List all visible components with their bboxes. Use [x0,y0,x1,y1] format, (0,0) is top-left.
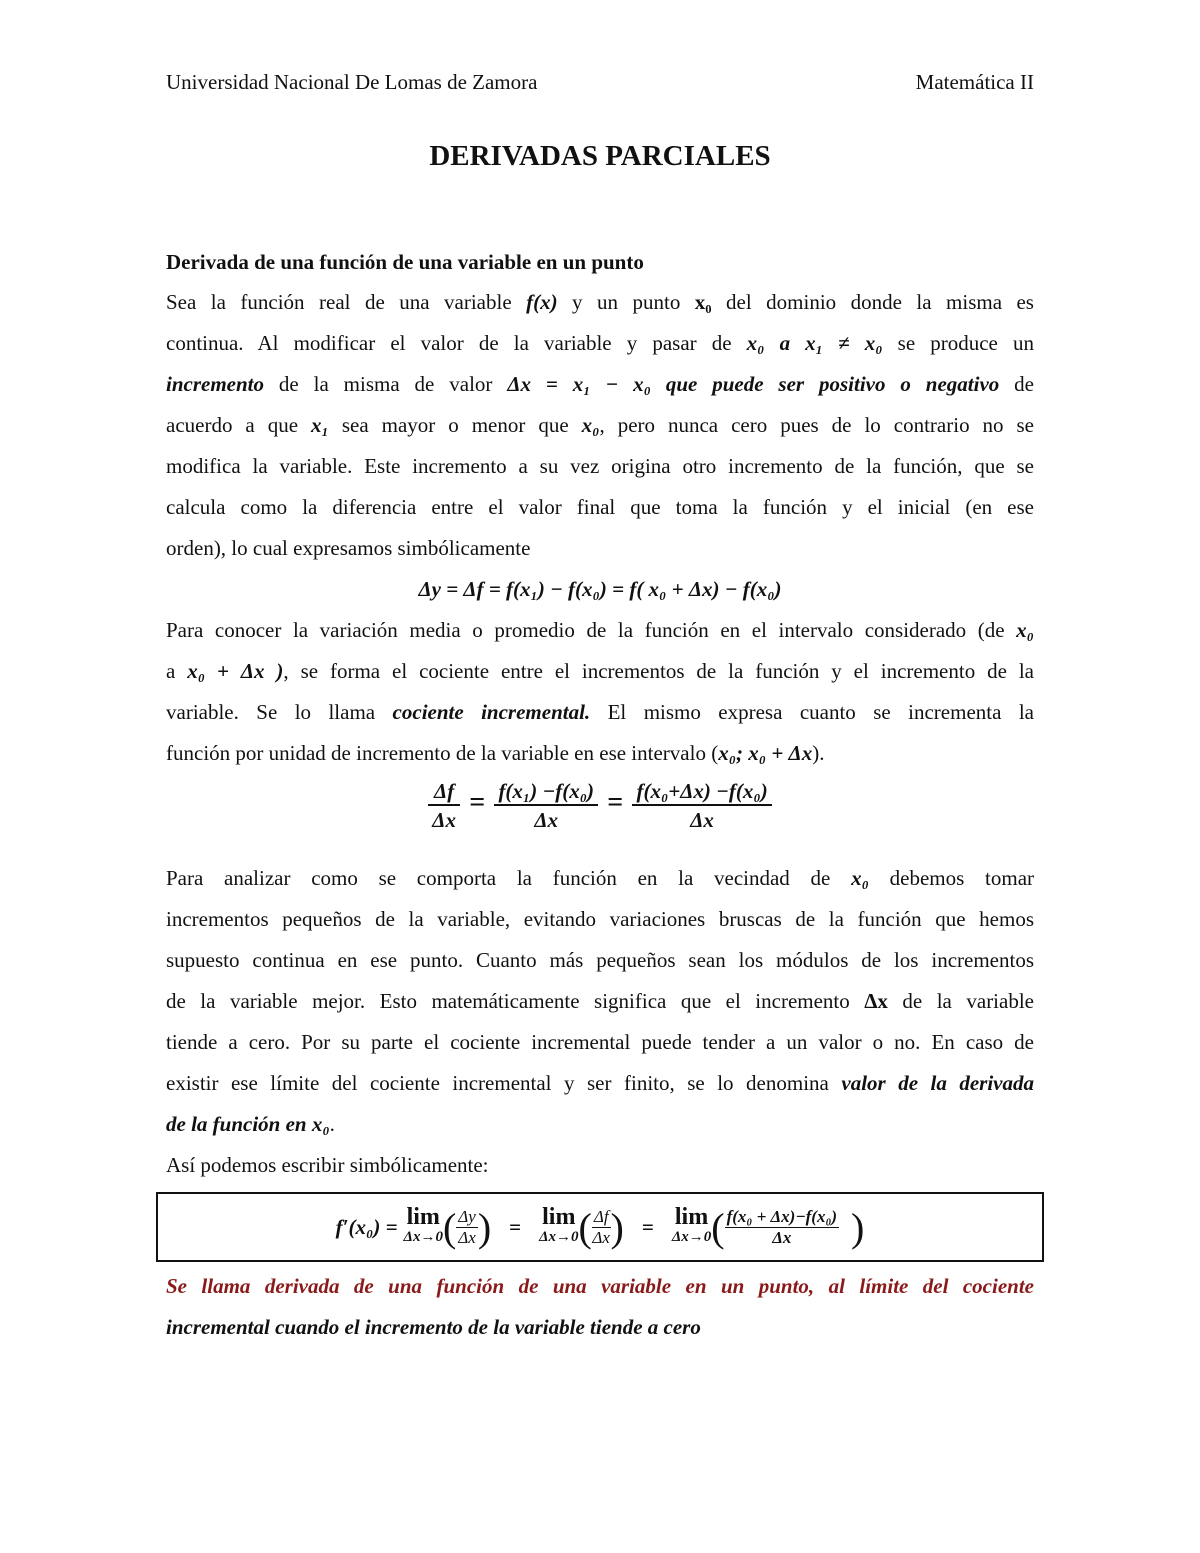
denominator: Δx [690,808,714,832]
emphasis: cociente incremental. [392,700,591,724]
text: función por unidad de incremento de la variable en ese intervalo ( [166,741,719,765]
paren-close: ) [851,1204,865,1250]
document-body [166,282,1034,1348]
derivative-definition-box [156,1192,1044,1262]
math: x₀ + Δx ) [187,659,284,683]
math: f(x) [526,290,558,314]
paren-close: ) [610,1204,624,1250]
math: x₁ [311,413,329,437]
emphasis: incremento [166,372,264,396]
text: y un punto [557,290,695,314]
limit-word: lim [542,1204,576,1230]
text: Para conocer la variación media o promedio de la función en el intervalo considerado (de [166,618,1017,642]
numerator: Δf [428,778,460,806]
limit-subscript: Δx→0 [539,1229,579,1245]
paragraph-line: Así podemos escribir simbólicamente: [166,1153,489,1177]
paren-open: ( [711,1204,725,1250]
text: , se forma el cociente entre el incrementos de la función y el incremento de la [283,659,1034,683]
numerator: Δf [593,1206,609,1226]
equals-sign: = [607,786,624,818]
math: x₀ [1016,618,1034,642]
math: x₀ [851,866,869,890]
text: variable. Se lo llama [166,700,393,724]
fraction [494,778,598,834]
math: Δx = x₁ − x₀ [507,372,651,396]
header-university: Universidad Nacional De Lomas de Zamora [166,70,538,94]
text: de la variable [887,989,1034,1013]
paragraph-line [166,1063,1034,1104]
equals-sign: = [469,786,486,818]
paragraph-line [166,405,1034,446]
denominator: Δx [432,808,456,832]
paragraph-line [166,364,1034,405]
text: de la misma de valor [264,372,508,396]
math: x₀ a x₁ ≠ x₀ [746,331,883,355]
equals-sign: = [641,1214,654,1239]
fraction [632,778,771,834]
denominator: Δx [772,1227,792,1247]
text: . [329,1112,335,1136]
equation-incremental-quotient [166,778,1034,858]
numerator: f(x₀+Δx) −f(x₀) [632,778,771,806]
limit-subscript: Δx→0 [403,1229,443,1245]
limit-operator [539,1204,579,1247]
limit-operator [671,1204,712,1247]
equation-increment: Δy = Δf = f(x₁) − f(x₀) = f( x₀ + Δx) − f(x₀) [418,577,782,601]
paragraph-line: calcula como la diferencia entre el valor final que toma la función y el inicial (en ese [166,495,1034,519]
text: El mismo expresa cuanto se incrementa la [590,700,1035,724]
paragraph-line [166,323,1034,364]
paren-close: ) [477,1204,492,1250]
text: se produce un [882,331,1034,355]
paragraph-line [166,981,1034,1022]
math: x₀; x₀ + Δx [718,741,813,765]
math: x₀ [581,413,600,437]
numerator: Δy [458,1206,476,1226]
paragraph-line [166,733,1034,774]
limit-word: lim [406,1204,440,1230]
paragraph-line [166,1104,1034,1145]
text: acuerdo a que [166,413,312,437]
page-title: DERIVADAS PARCIALES [429,140,771,172]
fraction [592,1207,611,1248]
text: sea mayor o menor que [328,413,582,437]
equals-sign: = [509,1214,522,1239]
paragraph-line: tiende a cero. Por su parte el cociente incremental puede tender a un valor o no. En caso de [166,1030,1034,1054]
numerator: f(x₁) −f(x₀) [494,778,598,806]
limit-operator [403,1204,443,1247]
math: x₀ [694,290,712,314]
fraction [725,1207,839,1248]
text: debemos tomar [868,866,1035,890]
paragraph-line: incrementos pequeños de la variable, evitando variaciones bruscas de la función que hemos [166,907,1034,931]
paragraph-line [166,282,1034,323]
text: existir ese límite del cociente incremental y ser finito, se lo denomina [166,1071,842,1095]
text: Sea la función real de una variable [166,290,527,314]
definition-line: incremental cuando el incremento de la variable tiende a cero [166,1315,701,1339]
paragraph-line: supuesto continua en ese punto. Cuanto más pequeños sean los módulos de los incrementos [166,948,1034,972]
section-heading: Derivada de una función de una variable en un punto [166,250,644,274]
denominator: Δx [458,1227,476,1247]
paragraph-line: orden), lo cual expresamos simbólicamente [166,536,531,560]
emphasis: valor de la derivada [841,1071,1035,1095]
numerator: f(x₀ + Δx)−f(x₀) [726,1206,838,1226]
text: ). [812,741,825,765]
text: a [166,659,188,683]
text: de la variable mejor. Esto matemáticamente significa que el incremento [166,989,865,1013]
header-course: Matemática II [915,70,1034,94]
paragraph-line [166,651,1034,692]
paren-open: ( [442,1204,457,1250]
definition-line: Se llama derivada de una función de una variable en un punto, al límite del cociente [166,1274,1034,1298]
text: continua. Al modificar el valor de la variable y pasar de [166,331,747,355]
paragraph-line: modifica la variable. Este incremento a su vez origina otro incremento de la función, que se [166,454,1034,478]
text: , pero nunca cero pues de lo contrario no se [599,413,1035,437]
denominator: Δx [592,1227,610,1247]
derivative-lhs: f′(x₀) = [335,1214,398,1239]
fraction [428,778,460,834]
text: Para analizar como se comporta la función en la vecindad de [166,866,852,890]
emphasis: que puede ser positivo o negativo [650,372,1000,396]
paragraph-line [166,610,1034,651]
text: de [999,372,1034,396]
limit-word: lim [674,1204,709,1230]
math: Δx [864,989,888,1013]
limit-subscript: Δx→0 [671,1229,712,1245]
paragraph-line [166,692,1034,733]
denominator: Δx [534,808,559,832]
text: del dominio donde la misma es [711,290,1034,314]
paragraph-line [166,858,1034,899]
emphasis: de la función en x₀ [166,1112,330,1136]
fraction [456,1207,478,1248]
paren-open: ( [578,1204,592,1250]
